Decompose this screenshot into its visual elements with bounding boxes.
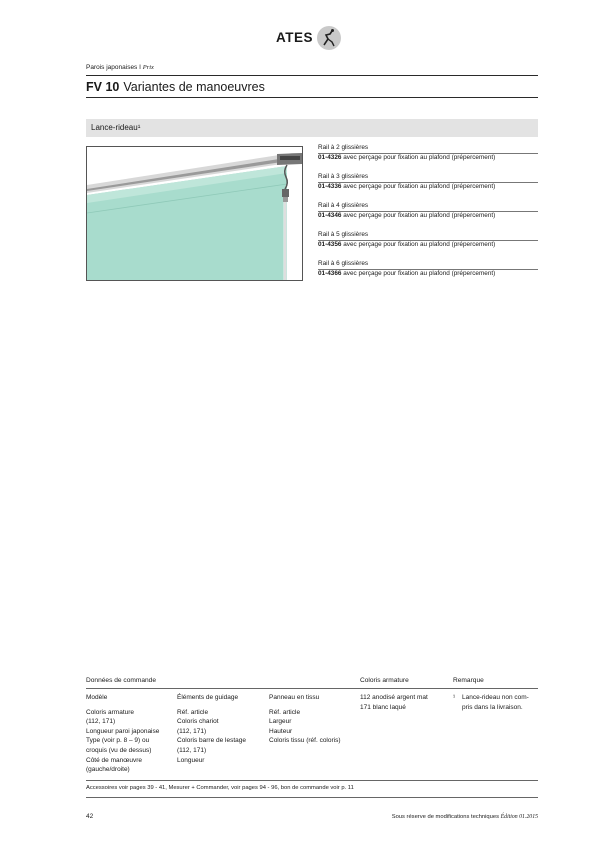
- page-title-code: FV 10: [86, 80, 120, 94]
- panneau-heading: Panneau en tissu: [269, 694, 320, 701]
- coloris-line: 112 anodisé argent mat: [360, 694, 428, 701]
- article-code: 01-4336: [318, 183, 342, 190]
- article-desc: avec perçage pour fixation au plafond (prépercement): [343, 154, 496, 161]
- breadcrumb: [86, 64, 154, 72]
- panneau-line: Réf. article: [269, 708, 301, 716]
- panneau-line: Largeur: [269, 718, 292, 726]
- variant-name: Rail à 6 glissières: [318, 260, 369, 267]
- modele-line: Coloris armature: [86, 708, 135, 716]
- title-rule: [86, 97, 538, 98]
- article-desc: avec perçage pour fixation au plafond (prépercement): [343, 212, 496, 219]
- modele-line: Côté de manœuvre: [86, 756, 142, 764]
- guidage-heading: Éléments de guidage: [177, 694, 239, 701]
- article-code: 01-4356: [318, 241, 342, 248]
- variant-code-line: [318, 212, 538, 220]
- variant-item: [318, 173, 538, 191]
- variant-name: Rail à 5 glissières: [318, 231, 369, 238]
- modele-line: Type (voir p. 8 – 9) ou: [86, 737, 150, 745]
- variant-code-line: [318, 270, 538, 278]
- variant-item: [318, 144, 538, 162]
- variant-divider: [318, 153, 538, 154]
- logo-text: ATES: [276, 30, 314, 45]
- panneau-line: Coloris tissu (réf. coloris): [269, 737, 341, 745]
- variant-code-line: [318, 241, 538, 249]
- modele-line: (gauche/droite): [86, 766, 130, 774]
- variant-divider: [318, 240, 538, 241]
- article-desc: avec perçage pour fixation au plafond (prépercement): [343, 270, 496, 277]
- variant-item: [318, 202, 538, 220]
- guidage-line: (112, 171): [177, 746, 207, 754]
- footer-notice: [392, 814, 538, 821]
- variant-item: [318, 260, 538, 278]
- variant-code-line: [318, 183, 538, 191]
- footnote-marker: ¹: [453, 694, 456, 701]
- modele-column: [86, 693, 176, 775]
- guidage-line: Réf. article: [177, 708, 209, 716]
- modele-line: (112, 171): [86, 718, 116, 726]
- coloris-line: 171 blanc laqué: [360, 703, 406, 711]
- section-label: Lance-rideau¹: [91, 123, 141, 132]
- remarque-heading: Remarque: [453, 677, 484, 684]
- coloris-column: [360, 693, 450, 712]
- logo-emblem-icon: [317, 26, 341, 50]
- ates-logo: [276, 26, 348, 52]
- page-number: 42: [86, 813, 94, 820]
- article-code: 01-4326: [318, 154, 342, 161]
- variant-divider: [318, 211, 538, 212]
- variant-item: [318, 231, 538, 249]
- article-code: 01-4346: [318, 212, 342, 219]
- accessories-note: Accessoires voir pages 39 - 41, Mesurer + Commander, voir pages 94 - 96, bon de commande voir p. 11: [86, 785, 354, 791]
- notice-text: Sous réserve de modifications techniques: [391, 814, 500, 820]
- guidage-column: [177, 693, 267, 765]
- order-data-heading: Données de commande: [86, 677, 157, 684]
- header-rule: [86, 75, 538, 76]
- remarque-column: [453, 693, 538, 712]
- breadcrumb-section: Parois japonaises I: [86, 64, 141, 71]
- guidage-line: Longueur: [177, 756, 205, 764]
- table-top-rule: [86, 688, 538, 689]
- guidage-line: Coloris chariot: [177, 718, 219, 726]
- remarque-line: Lance-rideau non com-: [462, 694, 529, 701]
- page-title: [86, 80, 265, 94]
- panneau-column: [269, 693, 357, 746]
- edition-text: Édition 01.2015: [500, 814, 538, 820]
- variant-divider: [318, 269, 538, 270]
- guidage-line: Coloris barre de lestage: [177, 737, 247, 745]
- product-illustration: [86, 146, 303, 281]
- modele-line: Longueur paroi japonaise: [86, 727, 160, 735]
- modele-line: croquis (vu de dessus): [86, 746, 152, 754]
- table-bottom-rule: [86, 780, 538, 781]
- guidage-line: (112, 171): [177, 727, 207, 735]
- article-desc: avec perçage pour fixation au plafond (prépercement): [343, 241, 496, 248]
- section-header: [86, 119, 538, 137]
- variant-name: Rail à 3 glissières: [318, 173, 369, 180]
- coloris-heading: Coloris armature: [360, 677, 409, 684]
- variant-code-line: [318, 154, 538, 162]
- remarque-line: pris dans la livraison.: [462, 703, 523, 711]
- page-title-text: Variantes de manoeuvres: [123, 80, 265, 94]
- footer-rule: [86, 797, 538, 798]
- variant-name: Rail à 2 glissières: [318, 144, 369, 151]
- article-desc: avec perçage pour fixation au plafond (prépercement): [343, 183, 496, 190]
- breadcrumb-page: Prix: [142, 64, 154, 71]
- panneau-line: Hauteur: [269, 727, 293, 735]
- variant-divider: [318, 182, 538, 183]
- article-code: 01-4366: [318, 270, 342, 277]
- variant-name: Rail à 4 glissières: [318, 202, 369, 209]
- modele-heading: Modèle: [86, 694, 108, 701]
